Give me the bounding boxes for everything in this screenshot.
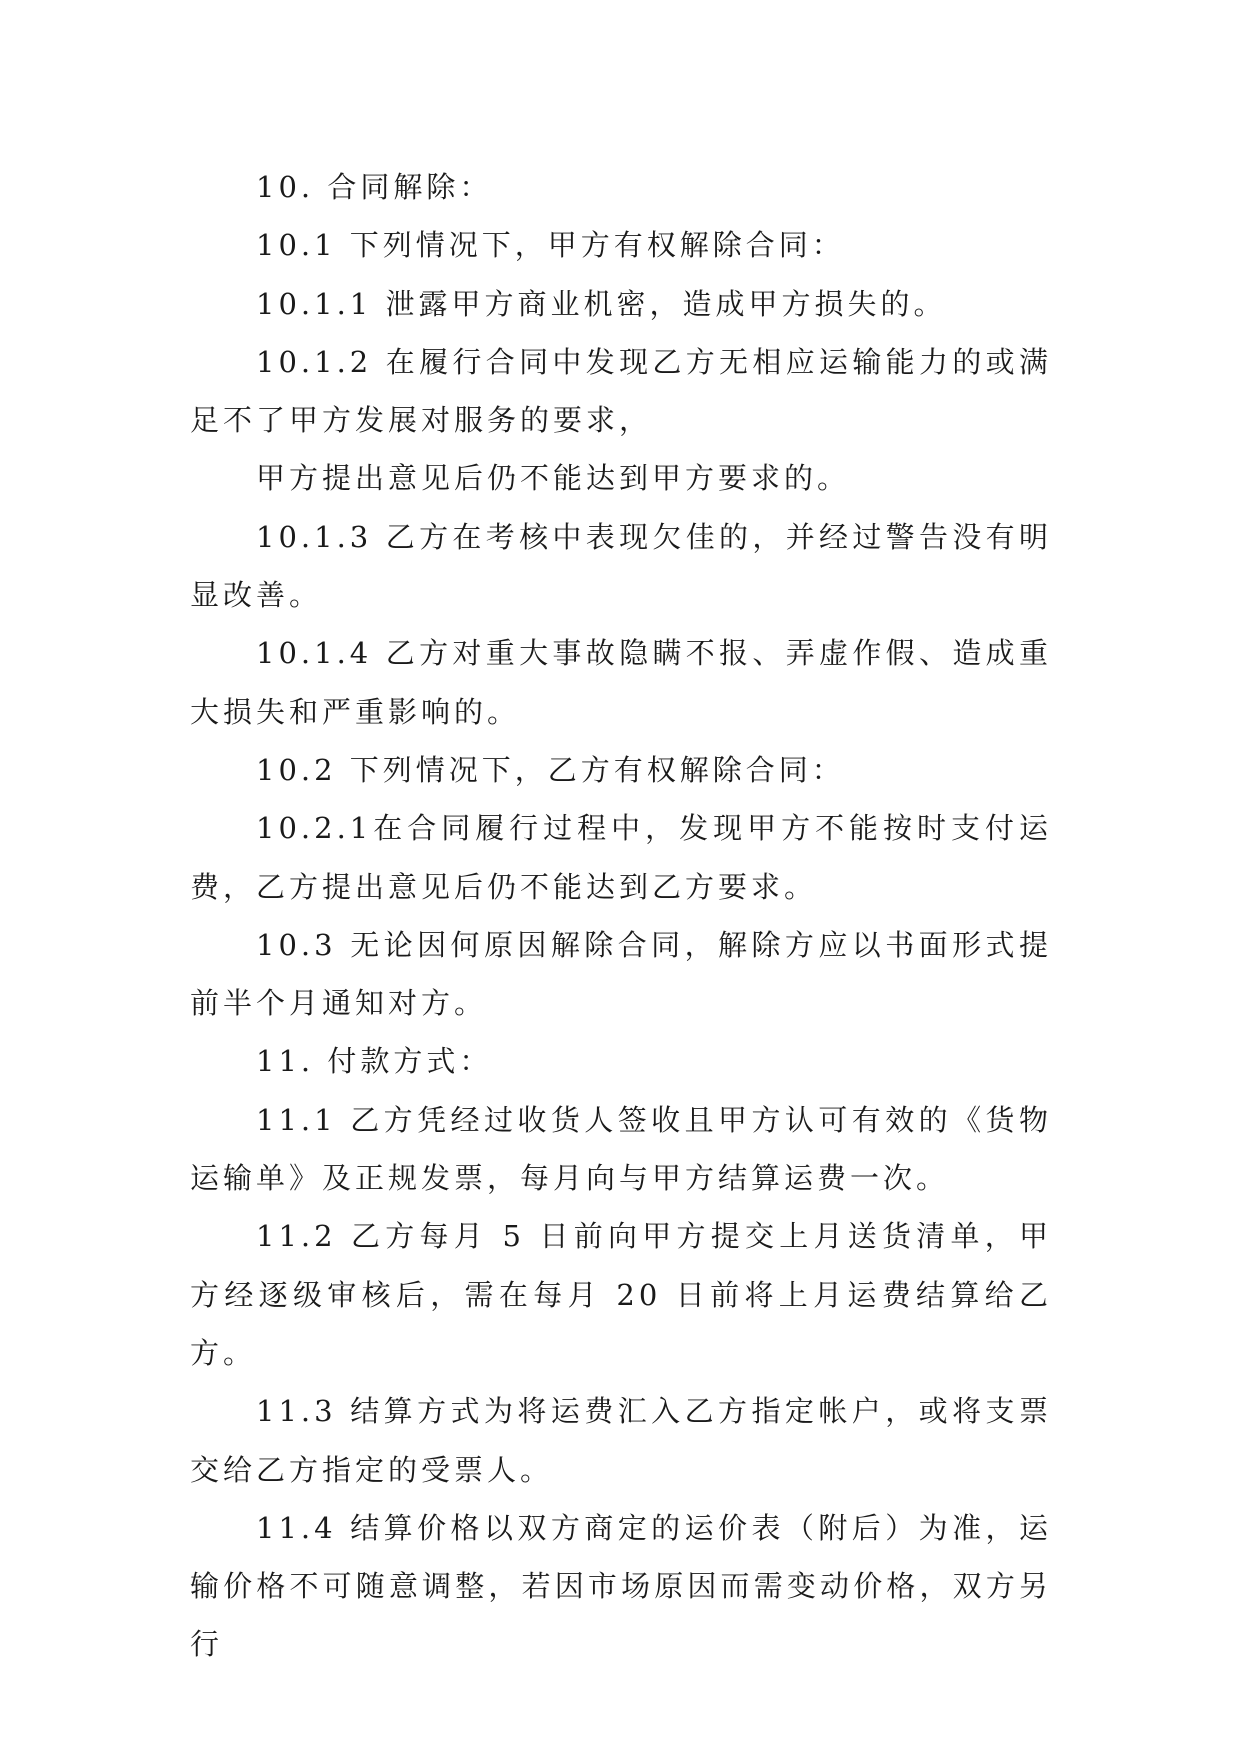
section-heading-payment: 11. 付款方式： [256,1044,493,1079]
clause-11-2: 11.2 乙方每月 5 日前向甲方提交上月送货清单，甲方经逐级审核后，需在每月 20 日前将上月运费结算给乙方。 [190,1219,1052,1370]
clause-10-1: 10.1 下列情况下，甲方有权解除合同： [256,228,845,263]
clause-11-4: 11.4 结算价格以双方商定的运价表（附后）为准，运输价格不可随意调整，若因市场原因而需变动价格，双方另行 [190,1510,1052,1662]
clause-10-2-1: 10.2.1在合同履行过程中，发现甲方不能按时支付运费，乙方提出意见后仍不能达到乙方要求。 [190,811,1052,904]
clause-10-1-3: 10.1.3 乙方在考核中表现欠佳的，并经过警告没有明显改善。 [190,519,1052,613]
clause-10-1-2: 10.1.2 在履行合同中发现乙方无相应运输能力的或满足不了甲方发展对服务的要求， [190,344,1052,438]
clause-10-3: 10.3 无论因何原因解除合同，解除方应以书面形式提前半个月通知对方。 [190,927,1052,1021]
clause-10-2: 10.2 下列情况下，乙方有权解除合同： [256,752,845,787]
section-heading-termination: 10. 合同解除： [256,170,493,204]
clause-10-1-2-continued: 甲方提出意见后仍不能达到甲方要求的。 [256,461,851,496]
clause-10-1-4: 10.1.4 乙方对重大事故隐瞒不报、弄虚作假、造成重大损失和严重影响的。 [190,636,1052,729]
clause-11-1: 11.1 乙方凭经过收货人签收且甲方认可有效的《货物运输单》及正规发票，每月向与甲方结算运费一次。 [190,1102,1052,1196]
clause-11-3: 11.3 结算方式为将运费汇入乙方指定帐户，或将支票交给乙方指定的受票人。 [190,1394,1052,1487]
clause-10-1-1: 10.1.1 泄露甲方商业机密，造成甲方损失的。 [256,286,947,321]
document-body [190,158,1052,1674]
